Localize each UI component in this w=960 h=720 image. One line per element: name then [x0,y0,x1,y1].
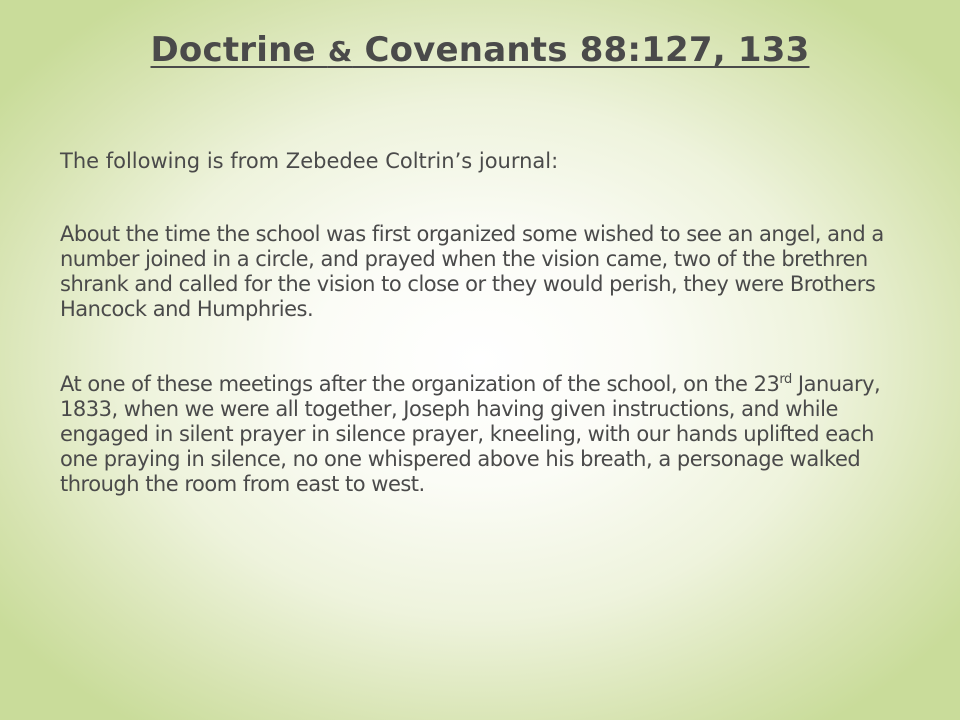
paragraph-angel-vision: About the time the school was first organized some wished to see an angel, and a number joined in a circle, and prayed when the vision came, two of the brethren shrank and called for the vision to close or they would perish, they were Brothers Hancock and Humphries. [60,222,884,321]
paragraph-personage [60,372,905,497]
title-ampersand: & [327,35,353,68]
intro-line: The following is from Zebedee Coltrin’s journal: [60,149,559,173]
title-part-2: Covenants 88:127, 133 [352,30,810,70]
ordinal-superscript: rd [779,372,792,387]
paragraph-2-text-start: At one of these meetings after the organization of the school, on the 23 [60,372,780,396]
slide-body [60,148,905,497]
title-part-1: Doctrine [150,30,328,70]
slide-title [0,30,960,70]
paragraph-2-text-end: January, 1833, when we were all together, Joseph having given instructions, and while engaged in silent prayer in silence prayer, kneeling, with our hands uplifted each one praying in silence, no one whispered above his breath, a personage walked through the room from east to west. [60,372,881,496]
